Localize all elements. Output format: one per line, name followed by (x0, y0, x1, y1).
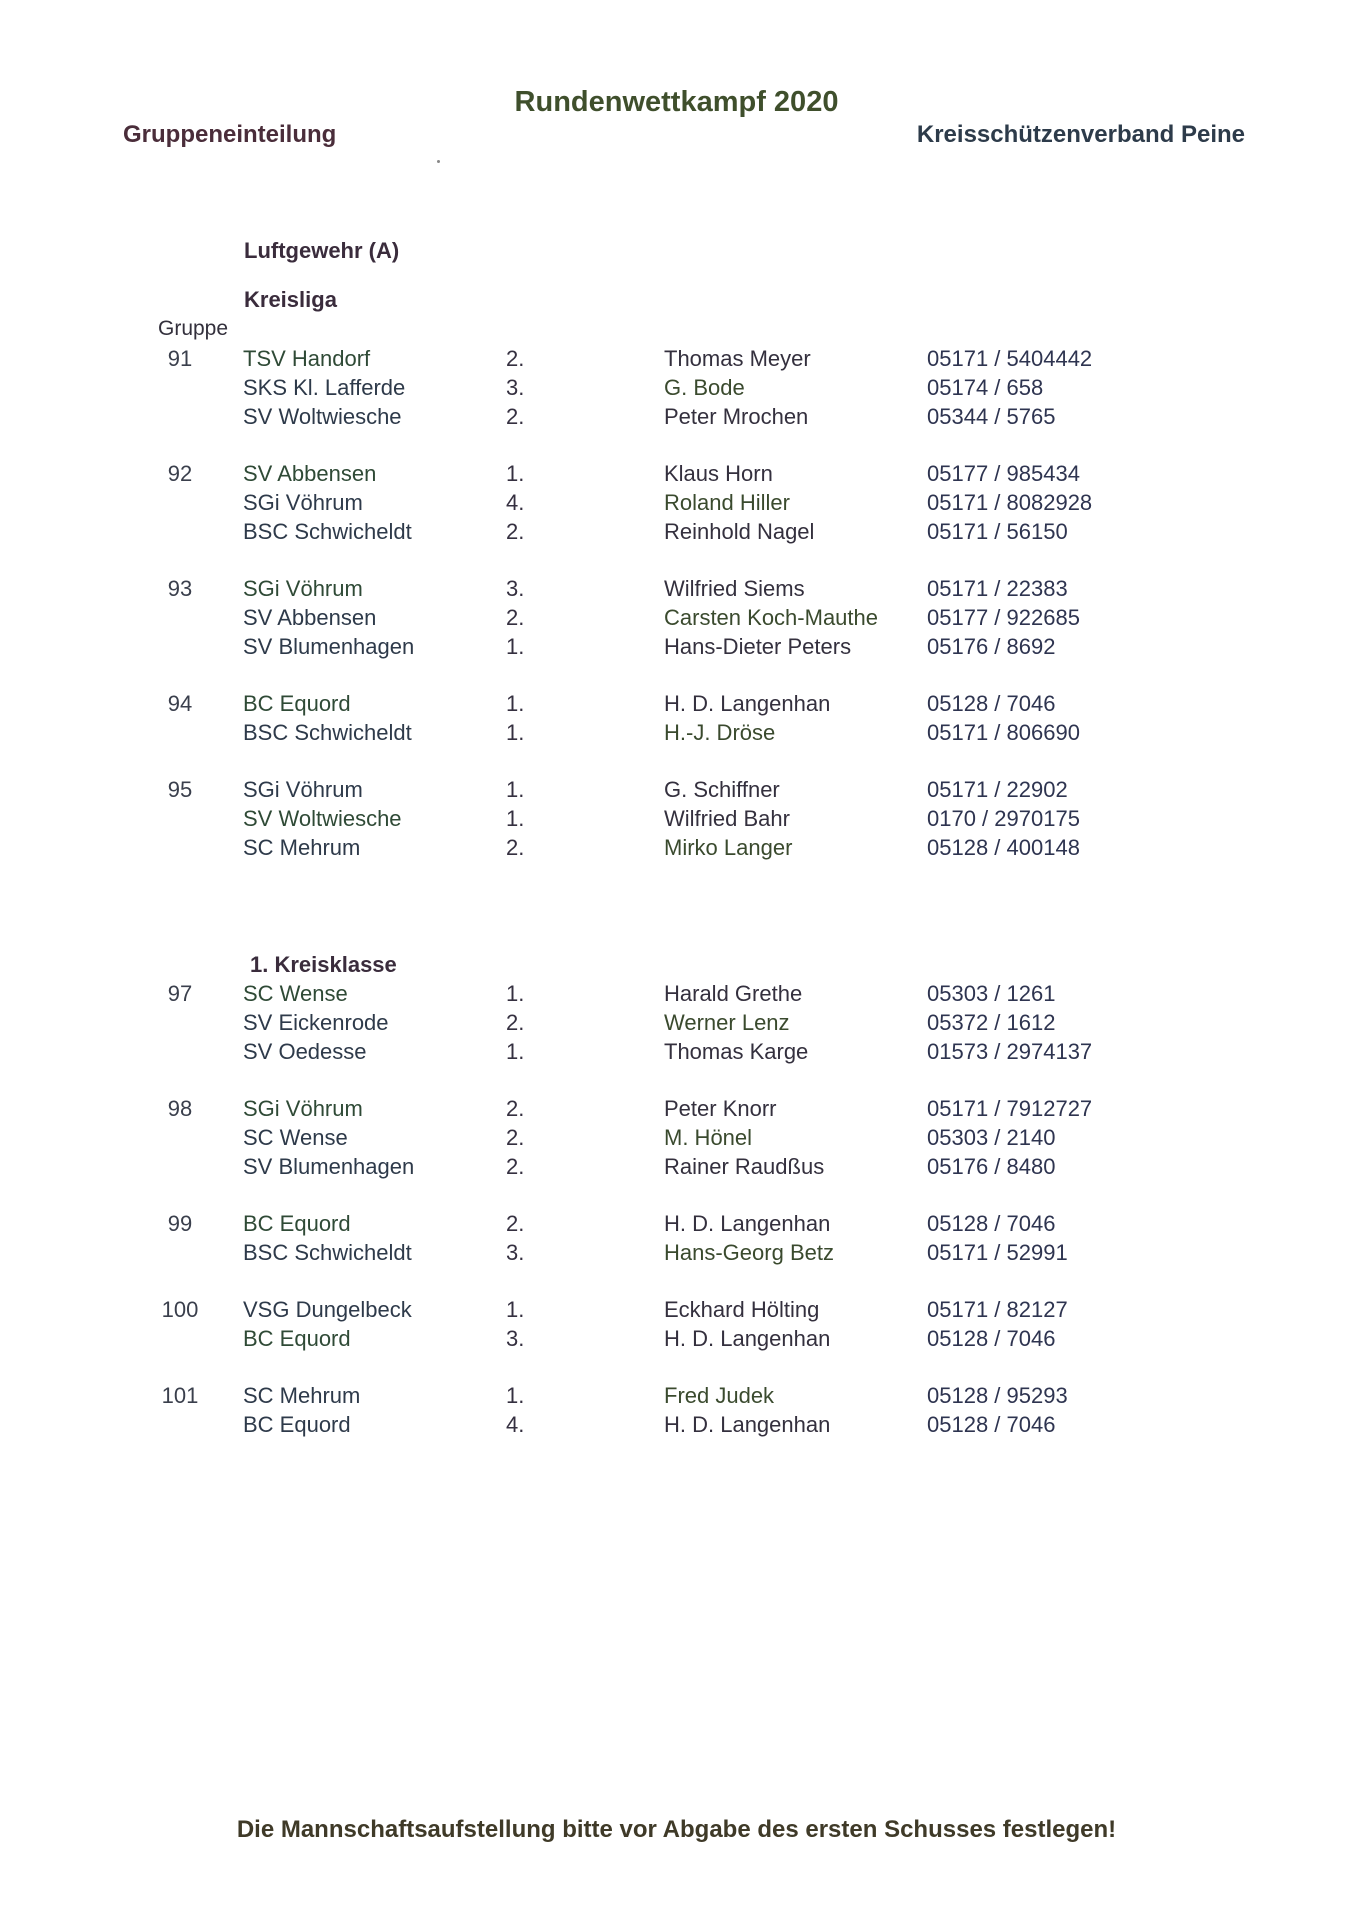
team-number: 1. (506, 981, 525, 1006)
discipline-heading: Luftgewehr (A) (244, 238, 400, 263)
club-name: SC Wense (243, 1125, 348, 1150)
contact-name: Hans-Georg Betz (664, 1240, 834, 1265)
contact-name: Wilfried Bahr (664, 806, 790, 831)
header-right: Kreisschützenverband Peine (916, 121, 1245, 148)
table-row (0, 346, 1353, 375)
team-number: 2. (506, 404, 525, 429)
phone-number: 05176 / 8692 (927, 634, 1056, 659)
phone-number: 05176 / 8480 (927, 1154, 1056, 1179)
contact-name: Rainer Raudßus (664, 1154, 825, 1179)
team-number: 1. (506, 806, 525, 831)
phone-number: 05171 / 5404442 (927, 346, 1093, 371)
team-number: 1. (506, 1383, 525, 1408)
phone-number: 05174 / 658 (927, 375, 1044, 400)
contact-name: Roland Hiller (664, 490, 790, 515)
team-number: 1. (506, 461, 525, 486)
phone-number: 05177 / 985434 (927, 461, 1080, 486)
club-name: SV Abbensen (243, 461, 377, 486)
club-name: BC Equord (243, 1211, 351, 1236)
club-name: SGi Vöhrum (243, 490, 363, 515)
table-row (0, 576, 1353, 605)
contact-name: Eckhard Hölting (664, 1297, 820, 1322)
phone-number: 0170 / 2970175 (927, 806, 1080, 831)
table-row (0, 1297, 1353, 1326)
club-name: SV Abbensen (243, 605, 377, 630)
club-name: SV Woltwiesche (243, 404, 402, 429)
contact-name: M. Hönel (664, 1125, 753, 1150)
phone-number: 05171 / 22383 (927, 576, 1068, 601)
team-number: 1. (506, 1297, 525, 1322)
table-row (0, 835, 1353, 864)
group-number: 101 (161, 1383, 199, 1408)
team-number: 2. (506, 1211, 525, 1236)
phone-number: 01573 / 2974137 (927, 1039, 1093, 1064)
table-row (0, 1412, 1353, 1441)
club-name: SC Mehrum (243, 1383, 361, 1408)
contact-name: Thomas Karge (664, 1039, 809, 1064)
contact-name: Peter Mrochen (664, 404, 809, 429)
club-name: SGi Vöhrum (243, 1096, 363, 1121)
contact-name: Hans-Dieter Peters (664, 634, 852, 659)
team-number: 2. (506, 1010, 525, 1035)
team-number: 1. (506, 691, 525, 716)
team-number: 3. (506, 576, 525, 601)
table-row (0, 1326, 1353, 1355)
phone-number: 05171 / 8082928 (927, 490, 1093, 515)
contact-name: Thomas Meyer (664, 346, 811, 371)
team-number: 2. (506, 605, 525, 630)
phone-number: 05171 / 806690 (927, 720, 1080, 745)
phone-number: 05128 / 7046 (927, 1211, 1056, 1236)
club-name: BC Equord (243, 691, 351, 716)
club-name: BC Equord (243, 1412, 351, 1437)
team-number: 2. (506, 346, 525, 371)
table-row (0, 461, 1353, 490)
scan-speck (437, 160, 440, 163)
table-row (0, 981, 1353, 1010)
club-name: BSC Schwicheldt (243, 720, 412, 745)
group-number: 91 (167, 346, 193, 371)
club-name: SC Wense (243, 981, 348, 1006)
table-row (0, 720, 1353, 749)
contact-name: Mirko Langer (664, 835, 793, 860)
contact-name: Werner Lenz (664, 1010, 790, 1035)
phone-number: 05303 / 1261 (927, 981, 1056, 1006)
team-number: 2. (506, 1096, 525, 1121)
group-number: 95 (167, 777, 193, 802)
club-name: SGi Vöhrum (243, 777, 363, 802)
group-number: 97 (167, 981, 193, 1006)
phone-number: 05128 / 400148 (927, 835, 1080, 860)
phone-number: 05303 / 2140 (927, 1125, 1056, 1150)
header-left: Gruppeneinteilung (123, 121, 337, 148)
phone-number: 05128 / 7046 (927, 1412, 1056, 1437)
section-heading-kreisliga: Kreisliga (244, 287, 337, 312)
team-number: 4. (506, 1412, 525, 1437)
club-name: SKS Kl. Lafferde (243, 375, 406, 400)
club-name: SV Blumenhagen (243, 1154, 415, 1179)
table-row (0, 1039, 1353, 1068)
contact-name: Harald Grethe (664, 981, 803, 1006)
contact-name: H. D. Langenhan (664, 1211, 831, 1236)
club-name: SV Woltwiesche (243, 806, 402, 831)
phone-number: 05128 / 7046 (927, 1326, 1056, 1351)
table-row (0, 777, 1353, 806)
table-row (0, 404, 1353, 433)
group-number: 98 (167, 1096, 193, 1121)
club-name: BSC Schwicheldt (243, 1240, 412, 1265)
club-name: BC Equord (243, 1326, 351, 1351)
team-number: 1. (506, 720, 525, 745)
team-number: 2. (506, 519, 525, 544)
footer-note: Die Mannschaftsaufstellung bitte vor Abgabe des ersten Schusses festlegen! (236, 1816, 1117, 1843)
club-name: SV Blumenhagen (243, 634, 415, 659)
contact-name: H. D. Langenhan (664, 1412, 831, 1437)
phone-number: 05128 / 7046 (927, 691, 1056, 716)
contact-name: G. Bode (664, 375, 745, 400)
group-number: 100 (161, 1297, 199, 1322)
contact-name: H. D. Langenhan (664, 691, 831, 716)
table-row (0, 806, 1353, 835)
phone-number: 05171 / 56150 (927, 519, 1068, 544)
table-row (0, 691, 1353, 720)
team-number: 1. (506, 1039, 525, 1064)
table-row (0, 490, 1353, 519)
table-row (0, 375, 1353, 404)
contact-name: Fred Judek (664, 1383, 775, 1408)
team-number: 4. (506, 490, 525, 515)
group-number: 94 (167, 691, 193, 716)
table-row (0, 1154, 1353, 1183)
contact-name: Peter Knorr (664, 1096, 777, 1121)
contact-name: G. Schiffner (664, 777, 780, 802)
table-row (0, 1125, 1353, 1154)
phone-number: 05171 / 7912727 (927, 1096, 1093, 1121)
phone-number: 05372 / 1612 (927, 1010, 1056, 1035)
table-row (0, 1211, 1353, 1240)
contact-name: Klaus Horn (664, 461, 773, 486)
column-head-gruppe: Gruppe (158, 317, 229, 340)
document-title: Rundenwettkampf 2020 (514, 86, 839, 118)
table-row (0, 519, 1353, 548)
phone-number: 05171 / 52991 (927, 1240, 1068, 1265)
club-name: SGi Vöhrum (243, 576, 363, 601)
club-name: BSC Schwicheldt (243, 519, 412, 544)
table-row (0, 634, 1353, 663)
team-number: 3. (506, 1240, 525, 1265)
club-name: SC Mehrum (243, 835, 361, 860)
section-heading-kreisklasse: 1. Kreisklasse (250, 952, 397, 977)
team-number: 2. (506, 1125, 525, 1150)
contact-name: H.-J. Dröse (664, 720, 776, 745)
team-number: 2. (506, 835, 525, 860)
phone-number: 05128 / 95293 (927, 1383, 1068, 1408)
team-number: 3. (506, 375, 525, 400)
contact-name: Carsten Koch-Mauthe (664, 605, 878, 630)
team-number: 1. (506, 634, 525, 659)
table-row (0, 1010, 1353, 1039)
table-row (0, 605, 1353, 634)
team-number: 3. (506, 1326, 525, 1351)
table-row (0, 1240, 1353, 1269)
team-number: 2. (506, 1154, 525, 1179)
phone-number: 05344 / 5765 (927, 404, 1056, 429)
phone-number: 05171 / 82127 (927, 1297, 1068, 1322)
contact-name: Reinhold Nagel (664, 519, 815, 544)
phone-number: 05171 / 22902 (927, 777, 1068, 802)
table-row (0, 1096, 1353, 1125)
phone-number: 05177 / 922685 (927, 605, 1080, 630)
club-name: SV Eickenrode (243, 1010, 389, 1035)
club-name: VSG Dungelbeck (243, 1297, 412, 1322)
club-name: SV Oedesse (243, 1039, 367, 1064)
contact-name: H. D. Langenhan (664, 1326, 831, 1351)
contact-name: Wilfried Siems (664, 576, 805, 601)
club-name: TSV Handorf (243, 346, 371, 371)
table-row (0, 1383, 1353, 1412)
group-number: 99 (167, 1211, 193, 1236)
group-number: 93 (167, 576, 193, 601)
team-number: 1. (506, 777, 525, 802)
group-number: 92 (167, 461, 193, 486)
